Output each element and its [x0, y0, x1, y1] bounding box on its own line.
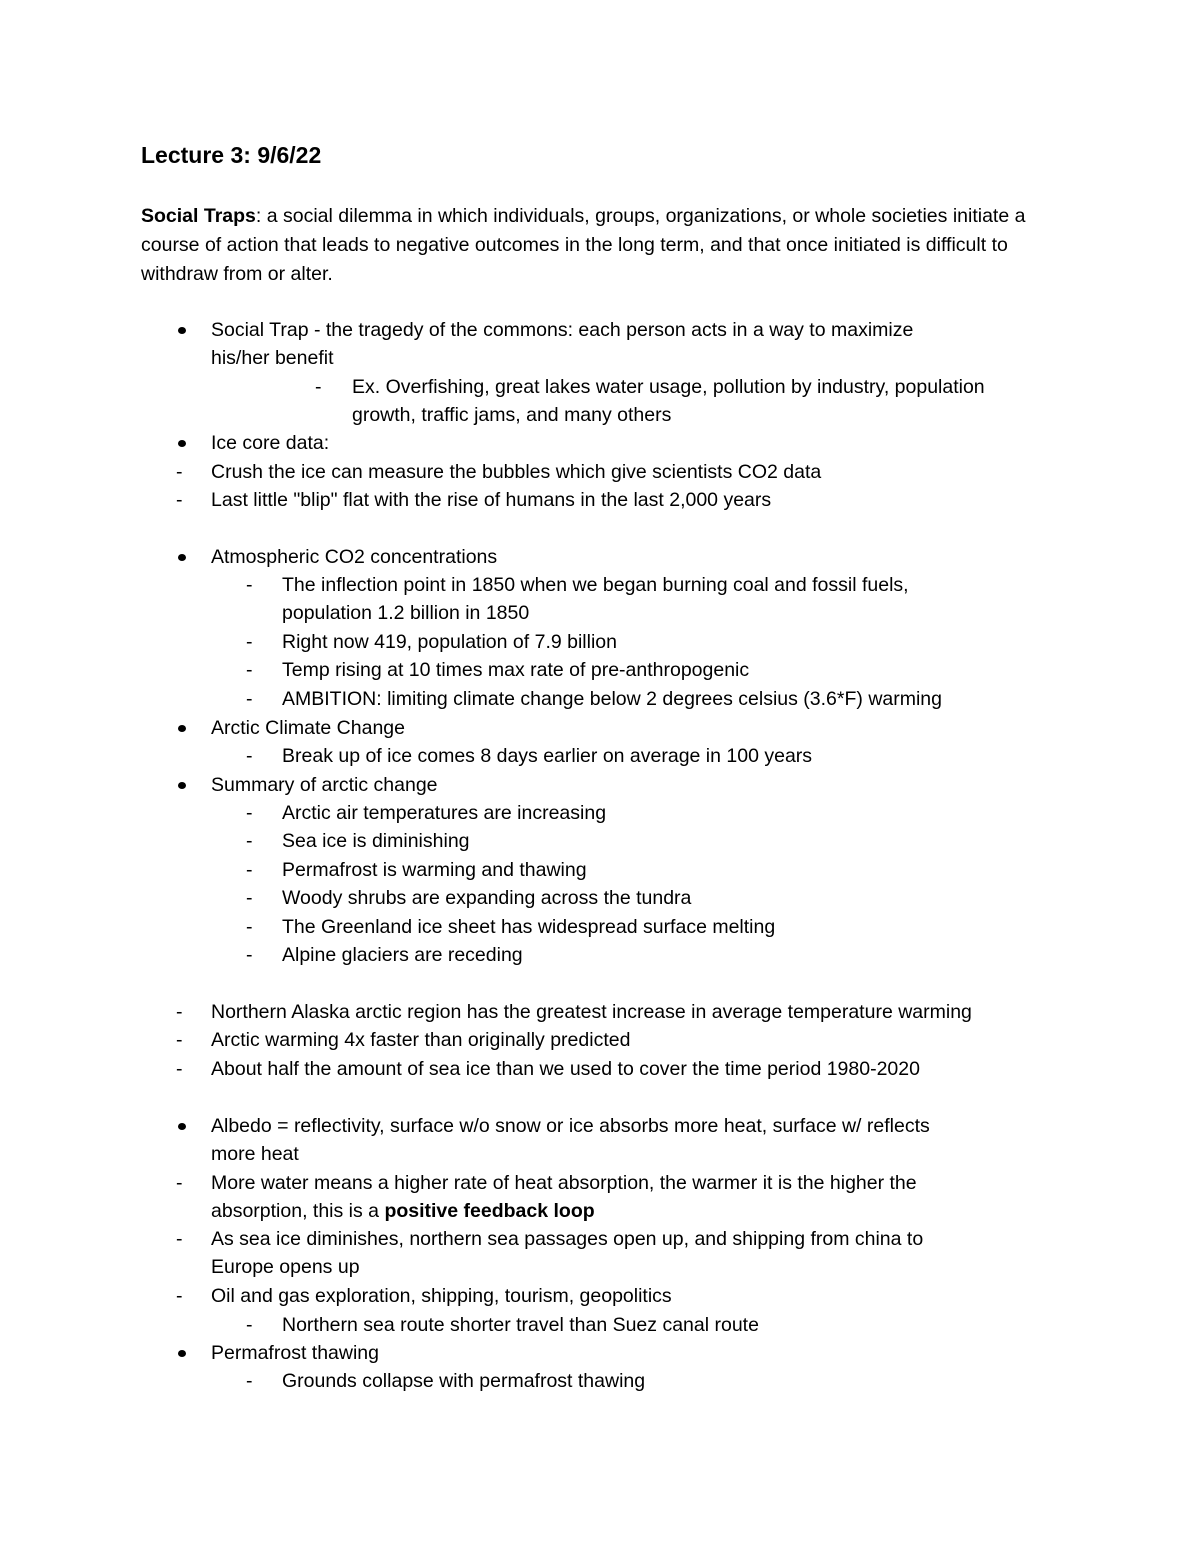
list-item: Social Trap - the tragedy of the commons: each person acts in a way to maximize: [211, 319, 914, 341]
bullet-icon: [178, 1350, 186, 1357]
dash-marker: -: [246, 859, 253, 881]
list-item-text: absorption, this is a: [211, 1200, 385, 1222]
list-item: Arctic air temperatures are increasing: [282, 802, 607, 824]
dash-marker: -: [246, 1370, 253, 1392]
list-item: Ex. Overfishing, great lakes water usage, pollution by industry, population: [352, 376, 985, 398]
list-item: As sea ice diminishes, northern sea passages open up, and shipping from china to: [211, 1228, 924, 1250]
dash-marker: -: [246, 574, 253, 596]
dash-marker: -: [176, 1228, 183, 1250]
dash-marker: -: [315, 376, 322, 398]
dash-marker: -: [176, 1001, 183, 1023]
list-item-continuation: population 1.2 billion in 1850: [282, 602, 530, 624]
dash-marker: -: [246, 631, 253, 653]
list-item: Arctic Climate Change: [211, 717, 405, 739]
dash-marker: -: [246, 944, 253, 966]
dash-marker: -: [176, 489, 183, 511]
list-item: Woody shrubs are expanding across the tundra: [282, 887, 692, 909]
dash-marker: -: [176, 461, 183, 483]
bullet-icon: [178, 440, 186, 447]
list-item: Permafrost thawing: [211, 1342, 379, 1364]
definition-term: Social Traps: [141, 205, 256, 227]
list-item: Right now 419, population of 7.9 billion: [282, 631, 617, 653]
list-item: Break up of ice comes 8 days earlier on average in 100 years: [282, 745, 813, 767]
dash-marker: -: [246, 659, 253, 681]
dash-marker: -: [246, 688, 253, 710]
list-item: Oil and gas exploration, shipping, tourism, geopolitics: [211, 1285, 672, 1307]
list-item: Northern Alaska arctic region has the greatest increase in average temperature warming: [211, 1001, 972, 1023]
list-item: Grounds collapse with permafrost thawing: [282, 1370, 646, 1392]
definition-text: : a social dilemma in which individuals, groups, organizations, or whole societies initiate a course of action that leads to negative outcomes in the long term, and that once initiated is difficult to withdraw from or alter.: [141, 205, 1026, 285]
emphasis-text: positive feedback loop: [384, 1200, 595, 1222]
list-item: Temp rising at 10 times max rate of pre-anthropogenic: [282, 659, 750, 681]
list-item: Sea ice is diminishing: [282, 830, 470, 852]
list-item: More water means a higher rate of heat absorption, the warmer it is the higher the: [211, 1172, 917, 1194]
dash-marker: -: [246, 1314, 253, 1336]
dash-marker: -: [246, 887, 253, 909]
list-item-continuation: Europe opens up: [211, 1256, 360, 1278]
list-item-continuation: [211, 1197, 595, 1226]
list-item: Summary of arctic change: [211, 774, 438, 796]
list-item: The Greenland ice sheet has widespread surface melting: [282, 916, 776, 938]
dash-marker: -: [176, 1285, 183, 1307]
bullet-icon: [178, 725, 186, 732]
list-item: Permafrost is warming and thawing: [282, 859, 587, 881]
list-item: The inflection point in 1850 when we began burning coal and fossil fuels,: [282, 574, 909, 596]
list-item: Last little "blip" flat with the rise of humans in the last 2,000 years: [211, 489, 772, 511]
list-item: Arctic warming 4x faster than originally predicted: [211, 1029, 631, 1051]
dash-marker: -: [246, 745, 253, 767]
dash-marker: -: [246, 830, 253, 852]
list-item: AMBITION: limiting climate change below 2 degrees celsius (3.6*F) warming: [282, 688, 943, 710]
list-item: Northern sea route shorter travel than Suez canal route: [282, 1314, 759, 1336]
list-item: Ice core data:: [211, 432, 330, 454]
dash-marker: -: [176, 1029, 183, 1051]
list-item: About half the amount of sea ice than we used to cover the time period 1980-2020: [211, 1058, 920, 1080]
list-item: Atmospheric CO2 concentrations: [211, 546, 498, 568]
definition-paragraph: [141, 202, 1061, 289]
bullet-icon: [178, 782, 186, 789]
bullet-icon: [178, 327, 186, 334]
list-item-continuation: more heat: [211, 1143, 299, 1165]
dash-marker: -: [176, 1058, 183, 1080]
list-item: Albedo = reflectivity, surface w/o snow or ice absorbs more heat, surface w/ reflects: [211, 1115, 930, 1137]
list-item-continuation: his/her benefit: [211, 347, 334, 369]
dash-marker: -: [246, 916, 253, 938]
list-item: Crush the ice can measure the bubbles which give scientists CO2 data: [211, 461, 822, 483]
list-item-continuation: growth, traffic jams, and many others: [352, 404, 672, 426]
dash-marker: -: [176, 1172, 183, 1194]
page-title: Lecture 3: 9/6/22: [141, 142, 322, 168]
bullet-icon: [178, 554, 186, 561]
dash-marker: -: [246, 802, 253, 824]
list-item: Alpine glaciers are receding: [282, 944, 523, 966]
bullet-icon: [178, 1123, 186, 1130]
